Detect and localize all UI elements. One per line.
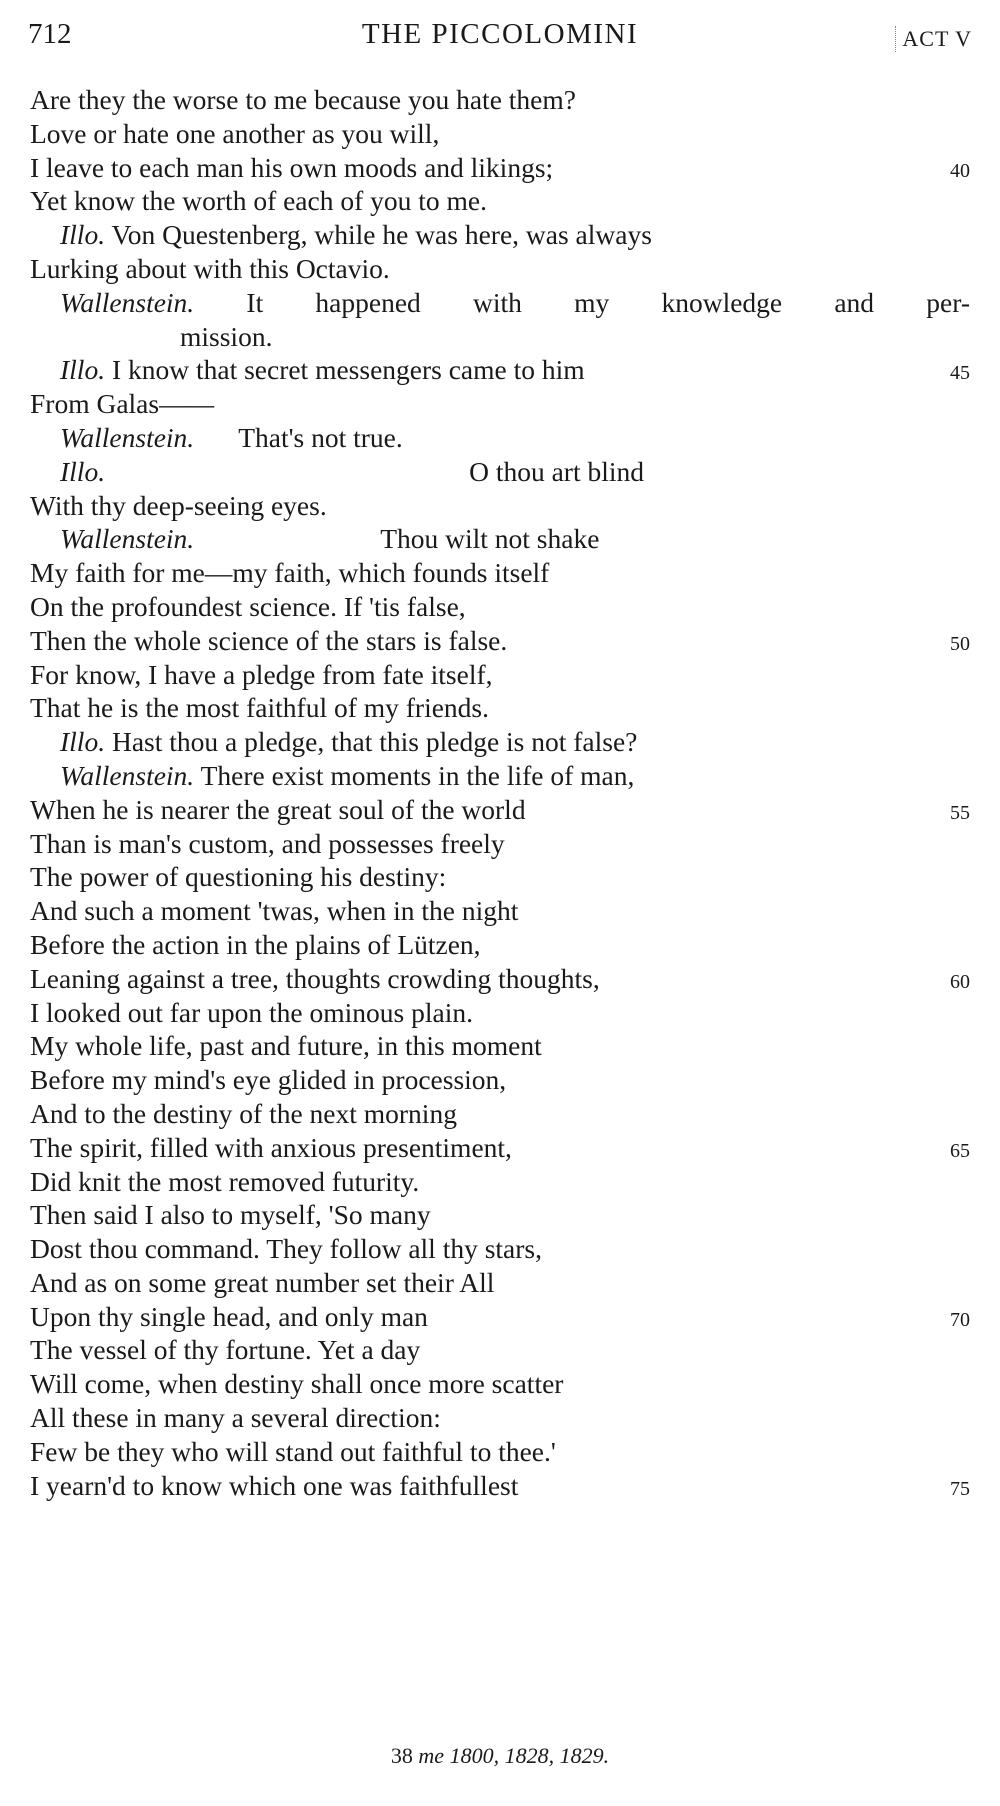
verse-line: With thy deep-seeing eyes. [30,489,327,521]
verse-line: I yearn'd to know which one was faithfullest 75 [30,1469,970,1503]
speaker-name: Illo. [60,354,106,386]
verse-line: My whole life, past and future, in this moment [30,1030,542,1062]
speaker-name: Illo. [60,219,106,251]
verse-line: Than is man's custom, and possesses freely [30,827,505,859]
verse-line: Illo. Hast thou a pledge, that this pledge is not false? [60,726,638,758]
line-number: 70 [950,1308,970,1331]
verse-line: Did knit the most removed futurity. [30,1165,420,1197]
verse-line: And such a moment 'twas, when in the night [30,895,519,927]
verse-line: Illo. O thou art blind [60,455,644,487]
speaker-name: Wallenstein. [60,759,195,791]
line-number: 75 [950,1477,970,1500]
speaker-name: Illo. [60,455,106,487]
verse-line: Before the action in the plains of Lützen, [30,928,481,960]
line-number: 45 [950,362,970,385]
verse-line: My faith for me—my faith, which founds itself [30,557,550,589]
verse-line: mission. [180,320,273,352]
verse-line: Upon thy single head, and only man 70 [30,1300,970,1334]
line-number: 65 [950,1139,970,1162]
verse-line: Lurking about with this Octavio. [30,252,390,284]
speaker-name: Wallenstein. [60,286,195,318]
verse-line: Yet know the worth of each of you to me. [30,185,487,217]
verse-line: Wallenstein. It happened with my knowledge and per- [60,286,970,318]
verse-line: Illo. Von Questenberg, while he was here, was always [60,219,652,251]
verse-line: And as on some great number set their All [30,1266,495,1298]
verse-line: And to the destiny of the next morning [30,1097,457,1129]
verse-line: Wallenstein. There exist moments in the life of man, [60,759,635,791]
verse-line: I leave to each man his own moods and likings; 40 [30,151,970,185]
line-number: 50 [950,632,970,655]
speaker-name: Illo. [60,726,106,758]
page-number: 712 [28,18,72,50]
line-number: 40 [950,159,970,182]
line-number: 60 [950,970,970,993]
verse-text [30,83,970,1502]
verse-line: When he is nearer the great soul of the world 55 [30,793,970,827]
verse-line: Leaning against a tree, thoughts crowding thoughts, 60 [30,962,970,996]
verse-line: Love or hate one another as you will, [30,117,440,149]
verse-line: The power of questioning his destiny: [30,861,447,893]
verse-line: Then the whole science of the stars is false. 50 [30,624,970,658]
verse-line: Will come, when destiny shall once more scatter [30,1368,564,1400]
verse-line: Illo. I know that secret messengers came to him 45 [30,353,970,387]
verse-line: Are they the worse to me because you hate them? [30,84,576,115]
verse-line: From Galas—— [30,388,215,420]
verse-line: That he is the most faithful of my friends. [30,692,490,724]
verse-line: Dost thou command. They follow all thy stars, [30,1233,542,1265]
line-number: 55 [950,801,970,824]
running-title: THE PICCOLOMINI [361,18,639,50]
verse-line: Wallenstein. Thou wilt not shake [60,523,600,555]
footnote-text: me 1800, 1828, 1829. [418,1743,610,1768]
verse-line: For know, I have a pledge from fate itself, [30,658,493,690]
verse-line: I looked out far upon the ominous plain. [30,996,473,1028]
verse-line: On the profoundest science. If 'tis false, [30,590,466,622]
act-label: ACT V [895,26,972,52]
footnote [0,1743,1000,1769]
verse-line: The spirit, filled with anxious presentiment, 65 [30,1131,970,1165]
verse-line: Then said I also to myself, 'So many [30,1199,431,1231]
verse-line: Wallenstein. That's not true. [60,421,403,453]
verse-line: Few be they who will stand out faithful to thee.' [30,1435,556,1467]
verse-line: The vessel of thy fortune. Yet a day [30,1334,421,1366]
verse-line: Before my mind's eye glided in procession, [30,1064,507,1096]
page-header [28,18,972,58]
footnote-line-ref: 38 [390,1743,413,1768]
verse-line: All these in many a several direction: [30,1402,441,1434]
speaker-name: Wallenstein. [60,523,195,555]
speaker-name: Wallenstein. [60,421,195,453]
